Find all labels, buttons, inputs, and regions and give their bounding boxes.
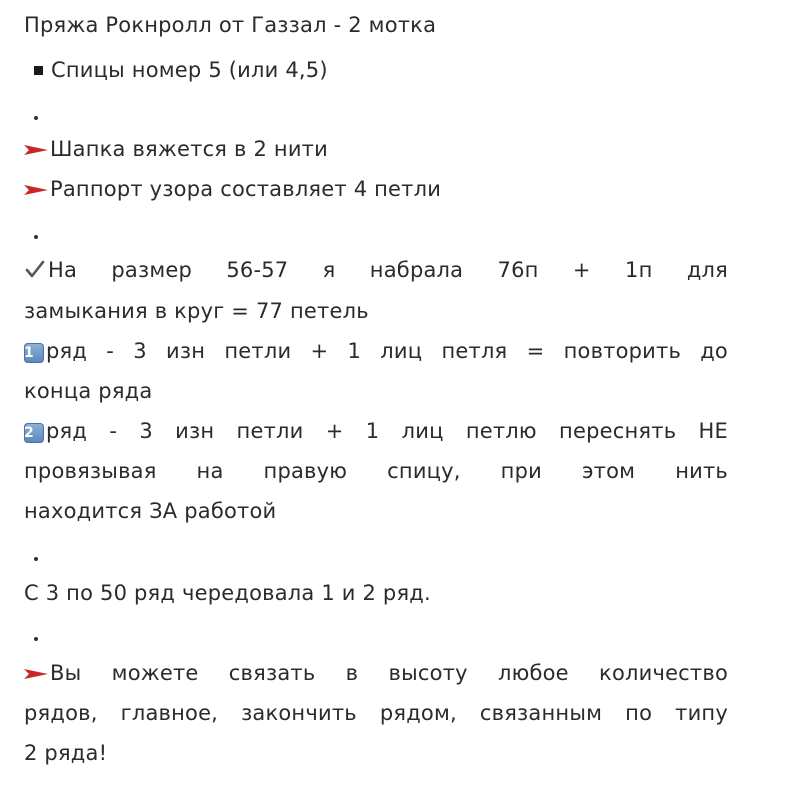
dot-separator [34,637,38,641]
cast-on-text: На размер 56-57 я набрала 76п + 1п для [48,258,728,282]
dot-separator [34,235,38,239]
row2-end-line [24,498,728,524]
needles-text: Спицы номер 5 (или 4,5) [51,58,328,82]
alternate-rows-text: С 3 по 50 ряд чередовала 1 и 2 ряд. [24,581,431,605]
row2-cont-line [24,458,728,484]
rapport-line [24,176,728,202]
alternate-rows-line [24,580,728,606]
row2-end-text: находится ЗА работой [24,499,277,523]
dot-separator [34,557,38,561]
needles-line [24,57,728,83]
row1-end-line [24,378,728,404]
cast-on-line [24,257,728,283]
finish-line [24,700,728,726]
height-text: Вы можете связать в высоту любое количество [50,661,728,685]
row2-text: ряд - 3 изн петли + 1 лиц петлю переснять НЕ [46,419,728,443]
red-arrow-icon [24,183,48,197]
rapport-text: Раппорт узора составляет 4 петли [50,177,442,201]
keycap-1-icon: 1 [24,343,44,363]
two-strands-text: Шапка вяжется в 2 нити [50,137,328,161]
two-strands-line [24,136,728,162]
finish-end-text: 2 ряда! [24,741,108,765]
finish-text: рядов, главное, закончить рядом, связанным по типу [24,701,728,725]
yarn-text: Пряжа Рокнролл от Газзал - 2 мотка [24,13,437,37]
row2-cont-text: провязывая на правую спицу, при этом нить [24,459,728,483]
red-arrow-icon [24,667,48,681]
square-bullet-icon [34,66,43,75]
dot-separator [34,116,38,120]
check-mark-icon [24,259,46,279]
row1-line [24,338,728,364]
join-round-text: замыкания в круг = 77 петель [24,299,369,323]
row1-text: ряд - 3 изн петли + 1 лиц петля = повторить до [46,339,728,363]
yarn-line [24,12,728,38]
row1-end-text: конца ряда [24,379,153,403]
join-round-line [24,298,728,324]
finish-end-line [24,740,728,766]
red-arrow-icon [24,143,48,157]
row2-line [24,418,728,444]
keycap-2-icon: 2 [24,423,44,443]
height-line [24,660,728,686]
